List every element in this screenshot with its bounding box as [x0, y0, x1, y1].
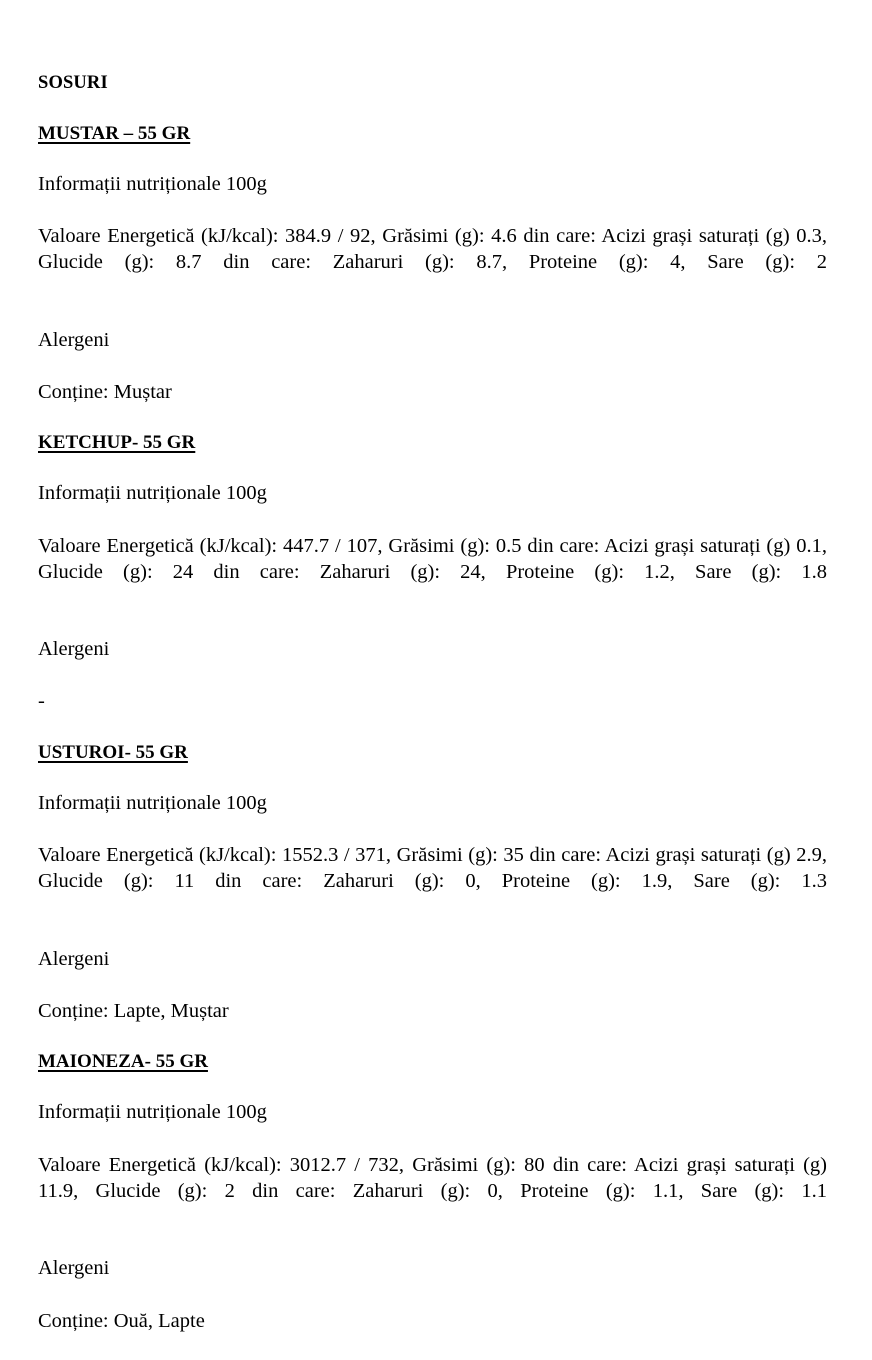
allergens-header: Alergeni [38, 638, 110, 661]
product-heading [38, 741, 827, 764]
allergens-value: Conține: Ouă, Lapte [38, 1309, 205, 1332]
nutrition-header: Informații nutriționale 100g [38, 172, 267, 195]
nutrition-header: Informații nutriționale 100g [38, 482, 267, 505]
product-block-usturoi [38, 741, 827, 1025]
nutrition-values: Valoare Energetică (kJ/kcal): 447.7 / 107, Grăsimi (g): 0.5 din care: Acizi grași saturați (g) 0.1, Glucide (g): 24 din care: Zaharuri (g): 24, Proteine (g): 1.2, Sare (g): 1.8 [38, 534, 827, 583]
product-heading [38, 122, 827, 145]
nutrition-values: Valoare Energetică (kJ/kcal): 3012.7 / 732, Grăsimi (g): 80 din care: Acizi grași saturați (g) 11.9, Glucide (g): 2 din care: Zaharuri (g): 0, Proteine (g): 1.1, Sare (g): 1.1 [38, 1153, 827, 1202]
nutrition-header: Informații nutriționale 100g [38, 1101, 267, 1124]
product-heading-label: KETCHUP- 55 GR [38, 432, 196, 454]
product-heading-label: USTUROI- 55 GR [38, 741, 188, 763]
page-title: SOSURI [38, 73, 108, 93]
allergens-header: Alergeni [38, 1257, 110, 1280]
product-heading [38, 1050, 827, 1073]
document-body [38, 72, 827, 1360]
allergens-value: Conține: Lapte, Muștar [38, 1000, 229, 1023]
nutrition-values: Valoare Energetică (kJ/kcal): 384.9 / 92, Grăsimi (g): 4.6 din care: Acizi grași saturați (g) 0.3, Glucide (g): 8.7 din care: Zaharuri (g): 8.7, Proteine (g): 4, Sare (g): 2 [38, 224, 827, 274]
product-block-mustar [38, 122, 827, 406]
allergens-value: - [38, 690, 45, 713]
nutrition-values: Valoare Energetică (kJ/kcal): 1552.3 / 371, Grăsimi (g): 35 din care: Acizi grași saturați (g) 2.9, Glucide (g): 11 din care: Zaharuri (g): 0, Proteine (g): 1.9, Sare (g): 1.3 [38, 844, 827, 893]
nutrition-header: Informații nutriționale 100g [38, 791, 267, 814]
allergens-header: Alergeni [38, 947, 110, 970]
product-heading-label: MAIONEZA- 55 GR [38, 1051, 208, 1073]
allergens-header: Alergeni [38, 328, 110, 351]
product-heading [38, 431, 827, 454]
product-heading-label: MUSTAR – 55 GR [38, 122, 191, 144]
product-block-maioneza [38, 1050, 827, 1334]
allergens-value: Conține: Muștar [38, 380, 172, 403]
product-block-ketchup [38, 431, 827, 715]
